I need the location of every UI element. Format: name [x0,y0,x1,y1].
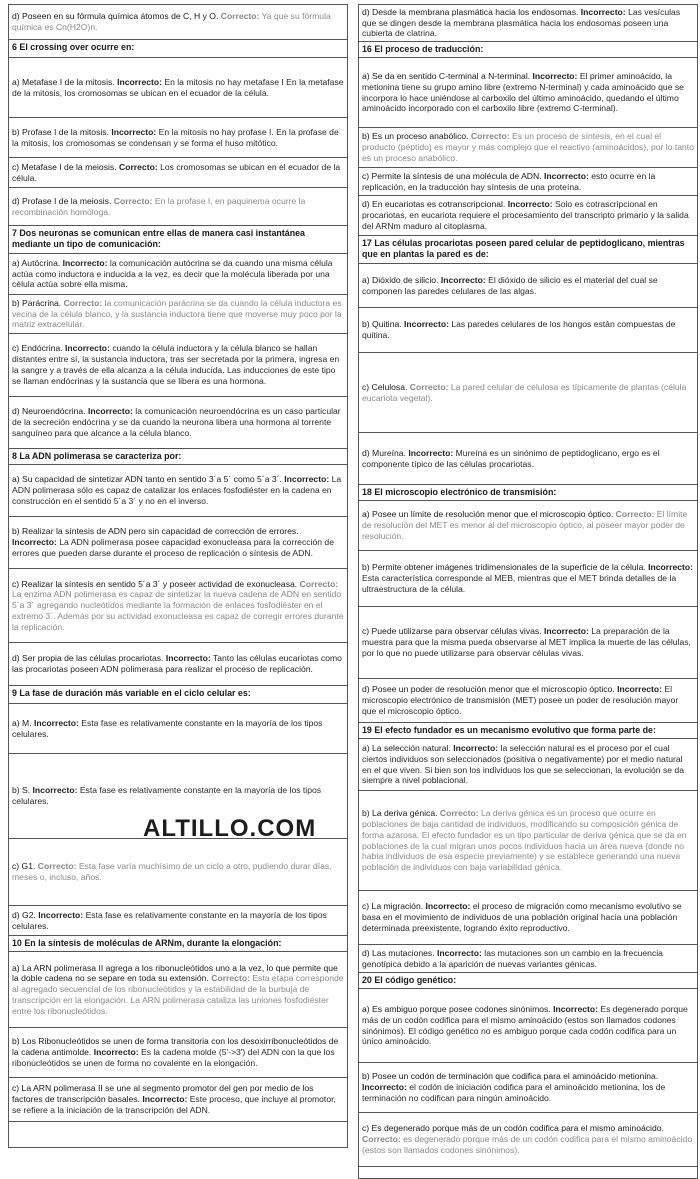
option-explanation: es degenerado porque más de un codón codifica para el mismo aminoácido (estos son llamados codones sinónimos). [362,1134,693,1155]
option-label: c) Celulosa. [362,381,408,392]
verdict-correct: Correcto: [299,578,339,589]
option-label: a) Metafase I de la mitosis. [12,76,115,87]
option-explanation: Tanto las células eucariotas como las procariotas poseen ADN polimerasa para realizar el proceso de replicación. [12,653,342,674]
option-explanation: Mureína es un sinónimo de peptidoglicano, ergo es el componente típico de las células procariotas. [362,447,660,469]
verdict-correct: Correcto: [470,131,510,142]
answer-option [8,334,348,397]
right-column [358,4,698,1179]
option-label: c) Realizar la síntesis en sentido 5´a 3´ y poseer actividad de exonucleasa. [12,578,298,589]
verdict-incorrect: Incorrecto: [507,199,553,210]
option-label: c) Endócrina. [12,343,63,354]
answer-option [8,465,348,517]
answer-option [8,397,348,449]
option-explanation: esto ocurre en la replicación, en la traducción hay síntesis de una proteína. [362,170,656,192]
option-label: c) Es degenerado porque más de un codón codifica para el mismo aminoácido. [362,1123,664,1134]
verdict-incorrect: Incorrecto: [111,126,157,137]
verdict-incorrect: Incorrecto: [362,1082,407,1093]
answer-option [358,945,698,973]
option-label: c) G1. [12,861,36,872]
option-explanation: la comunicación autócrina se da cuando una misma célula actúa como inductora e inducida a la vez, es decir que la molécula liberada por una célula actúa sobre ella misma. [12,257,333,290]
left-column [8,4,348,1148]
verdict-incorrect: Incorrecto: [142,1094,188,1105]
verdict-incorrect: Incorrecto: [544,626,589,637]
answer-option [8,254,348,295]
option-label: d) Mureína. [362,447,406,458]
option-explanation: Esta fase es relativamente constante en la mayoría de los tipos celulares. [12,785,322,806]
answer-option [358,607,698,679]
verdict-correct: Correcto: [211,973,250,984]
answer-option [358,1063,698,1113]
option-label: c) Metafase I de la meiosis. [12,161,117,172]
option-explanation: Este proceso, que incluye al promotor, se refiere a la iniciación de la transcripción del ADN. [12,1094,336,1115]
question-heading [8,449,348,465]
option-explanation: Solo es cotrascripcional en procariotas, en eucariota requiere el procesamiento del transcripto primario y la salida del ARNm maduro al citoplasma. [362,199,689,231]
answer-option [358,791,698,891]
answer-option [8,4,348,40]
answer-option [8,1028,348,1078]
option-label: a) M. [12,717,32,728]
option-explanation: el codón de iniciación codifica para el aminoácido metionina, los de terminación no codifican para ningún aminoácido. [362,1082,666,1103]
option-explanation: En la profase I, en paquinema ocurre la recombinación homóloga. [12,195,306,217]
verdict-correct: Correcto: [439,808,479,819]
answer-option [358,1167,698,1179]
answer-option [8,704,348,754]
option-label: d) Poseen en su fórmula química átomos de C, H y O. [12,11,219,22]
option-explanation: Es un proceso de síntesis, en el cual el producto (péptido) es mayor y más complejo que el reactivo (aminoácidos), por lo tanto es un proceso anabólico. [362,131,694,163]
option-explanation: El microscopio electrónico de transmisión (MET) posee un poder de resolución mayor que el microscopio óptico. [362,684,679,716]
question-heading [358,236,698,264]
answer-option [358,58,698,128]
answer-option [358,1113,698,1167]
option-label: b) Parácrina. [12,297,62,308]
option-explanation: Las vesículas que se dingen desde la membrana plasmática hacia los endosomas poseen una cubierta de clatrina. [362,6,681,39]
option-label: b) Es un proceso anabólico. [362,131,469,142]
verdict-incorrect: Incorrecto: [553,1003,598,1014]
option-label: a) Se da en sentido C-terminal a N-terminal. [362,70,531,81]
option-label: b) Profase I de la mitosis. [12,126,109,137]
answer-option [8,158,348,188]
question-text: 16 El proceso de traducción: [362,44,484,54]
verdict-incorrect: Incorrecto: [62,257,108,268]
option-label: c) La migración. [362,901,424,912]
answer-option [8,517,348,569]
option-explanation: La preparación de la muestra para que la misma pueda observarse al MET implica la muerte de las células, por lo que no puede utilizarse para observar células vivas. [362,626,691,658]
option-label: d) En eucariotas es cotranscripcional. [362,199,506,210]
question-text: 19 El efecto fundador es un mecanismo evolutivo que forma parte de: [362,725,656,735]
verdict-incorrect: Incorrecto: [544,170,589,181]
question-heading [358,42,698,58]
option-label: b) Quitina. [362,319,402,330]
option-explanation: el proceso de migración como mecanismo evolutivo se basa en el movimiento de individuos de una población original hacia una población determinada preexistente, logrando éxito reproductivo. [362,901,682,933]
answer-option [358,308,698,353]
option-label: b) La deriva génica. [362,808,438,819]
question-text: 10 En la síntesis de moléculas de ARNm, durante la elongación: [12,938,282,948]
option-label: c) La ARN polimerasa II se une al segmento promotor del gen por medio de los factores de transcripción basales. [12,1083,314,1105]
verdict-correct: Correcto: [362,1134,401,1145]
answer-option [8,839,348,906]
question-text: 20 El código genético: [362,975,457,985]
option-label: b) Realizar la síntesis de ADN pero sin capacidad de corrección de errores. [12,526,299,537]
option-explanation: El dióxido de silicio es el material del cual se componen las paredes celulares de las algas. [362,274,658,296]
verdict-correct: Correcto: [220,11,260,22]
verdict-incorrect: Incorrecto: [648,562,694,573]
option-label: d) Neuroendócrina. [12,406,86,417]
option-label: b) Los Ribonucleótidos se unen de forma transitoria con los desoxirribonucleótidos de la cadena antimolde. [12,1036,339,1058]
verdict-incorrect: Incorrecto: [404,319,449,330]
verdict-incorrect: Incorrecto: [65,343,110,354]
verdict-incorrect: Incorrecto: [425,901,471,912]
verdict-incorrect: Incorrecto: [117,76,162,87]
question-heading [8,936,348,952]
answer-option [358,739,698,791]
verdict-incorrect: Incorrecto: [38,909,84,920]
option-explanation: En la mitosis no hay metafase I En la metafase de la mitosis, los cromosomas se ubican en el ecuador de la célula. [12,76,344,98]
verdict-incorrect: Incorrecto: [532,70,578,81]
option-explanation: cuando la célula inductora y la célula blanco se hallan distantes entre sí, la sustancia inductora, tras ser secretada por la primera, ingresa en la sangre y a través de ella alcanza a la célula inducida. Las inducciones de este tipo se llaman endócrinas y la sustancia que se libera es una hormona. [12,343,340,386]
answer-option [8,1078,348,1122]
question-text: 18 El microscopio electrónico de transmisión: [362,487,557,497]
option-explanation: Esta fase es relativamente constante en la mayoría de los tipos celulares. [12,717,323,739]
option-explanation: La ADN polimerasa posee capacidad exonucleasa para la corrección de errores que pueden darse durante el proceso de replicación o síntesis de ADN. [12,537,334,558]
answer-option [358,264,698,308]
question-text: 9 La fase de duración más variable en el ciclo celular es: [12,688,251,698]
verdict-correct: Correcto: [409,381,449,392]
option-label: d) Posee un poder de resolución menor que el microscopio óptico. [362,684,615,695]
option-label: c) Puede utilizarse para observar células vivas. [362,626,542,637]
option-label: a) Es ambiguo porque posee codones sinónimos. [362,1003,551,1014]
answer-option [358,433,698,485]
verdict-incorrect: Incorrecto: [617,684,662,695]
option-label: a) Su capacidad de sintetizar ADN tanto en sentido 3´a 5´ como 5´a 3´. [12,474,282,485]
option-label: b) S. [12,785,31,796]
answer-option [8,188,348,226]
verdict-incorrect: Incorrecto: [12,537,57,548]
verdict-incorrect: Incorrecto: [408,447,454,458]
verdict-incorrect: Correcto: [119,161,158,172]
question-heading [8,226,348,254]
option-label: a) Dióxido de silicio. [362,274,439,285]
option-explanation: La deriva génica es un proceso que ocurre en poblaciones de baja cantidad de individuos, modificando su composición génica de forma azarosa. El efecto fundador es un tipo particular de deriva génica que se da en poblaciones de la cual migran unos pocos individuos hacia un área nueva (donde no había individuos de esa especie previamente) y se establece generando una nueva población de individuos con baja variabilidad génica. [362,808,687,873]
option-label: b) Permite obtener imágenes tridimensionales de la superficie de la célula. [362,562,646,573]
verdict-incorrect: Incorrecto: [453,742,499,753]
option-explanation: Los cromosomas se ubican en el ecuador de la célula. [12,161,341,183]
option-explanation: Esta etapa corresponde al agregado secuencial de los ribonucleótidos y la estabilidad de la burbuja de transcripción en la elongación. La ARN polimerasa cataliza las uniones fosfodiéster entre los ribonucleótidos. [12,973,344,1016]
verdict-incorrect: Incorrecto: [93,1047,139,1058]
option-label: a) Posee un límite de resolución menor que el microscopio óptico. [362,509,614,520]
verdict-incorrect: Incorrecto: [284,474,330,485]
verdict-incorrect: Incorrecto: [165,653,211,664]
option-explanation: Es degenerado porque más de un codón codifica para el mismo aminoácido (estos son llamados codones sinónimos). El código genético no es ambiguo porque cada codón codifica para un único aminoácido. [362,1003,688,1047]
answer-option [358,353,698,433]
answer-option [8,58,348,118]
answer-option [8,118,348,158]
verdict-correct: Correcto: [37,861,77,872]
question-text: 17 Las células procariotas poseen pared celular de peptidoglicano, mientras que en plantas la pared es de: [362,238,685,259]
question-heading [358,723,698,739]
question-heading [8,40,348,58]
option-explanation: la selección natural es el proceso por el cual ciertos individuos son seleccionados (positiva o negativamente) por el medio natural en el que viven. Si bien son los individuos los que se seleccionan, la evolución se da siempre a nivel poblacional. [362,742,684,786]
option-label: c) Permite la síntesis de una molécula de ADN. [362,170,542,181]
option-label: d) Ser propia de las células procariotas. [12,653,164,664]
answer-option [358,551,698,607]
answer-option [358,128,698,168]
answer-option [358,196,698,236]
verdict-correct: Correcto: [615,509,655,520]
answer-option [358,168,698,196]
option-explanation: Esta característica corresponde al MEB, mientras que el MET brinda detalles de la ultraestructura de la célula. [362,573,677,594]
option-explanation: El límite de resolución del MET es menor al del microscopio óptico, al poseer mayor poder de resolución. [362,509,688,541]
option-explanation: La pared celular de celulosa es típicamente de plantas (célula eucariota vegetal). [362,381,687,403]
option-explanation: Esta fase es relativamente constante en la mayoría de los tipos celulares. [12,909,327,931]
question-heading [8,686,348,704]
verdict-incorrect: Incorrecto: [33,717,79,728]
option-explanation: El primer aminoácido, la metionina tiene su grupo amino libre (extremo N-terminal) y cada aminoácido que se incorpora lo hace uniéndose al carboxilo del último aminoácido, quedando el último aminoácido incorporado con el carboxilo libre (extremo C-terminal). [362,70,684,114]
verdict-correct: Correcto: [63,297,103,308]
question-heading [358,485,698,501]
option-explanation: la comunicación neuroendócrina es un caso particular de la secreción endócrina y se da cuando la neurona libera una hormona al torrente sanguíneo para que alcance a la célula blanco. [12,406,341,438]
option-label: a) Autócrina. [12,257,61,268]
answer-option [358,501,698,551]
option-explanation: las mutaciones son un cambio en la frecuencia genotípica debido a la aparición de nuevas variantes génicas. [362,947,663,969]
option-label: a) La ARN polimerasa II agrega a los ribonucleótidos uno a la vez, lo que permite que la doble cadena no se separe en toda su extensión. [12,962,338,984]
answer-option [8,643,348,686]
verdict-incorrect: Incorrecto: [32,785,78,796]
option-label: d) Desde la membrana plasmática hacia los endosomas. [362,6,579,17]
answer-option [358,679,698,723]
watermark: ALTILLO.COM [143,815,317,842]
verdict-incorrect: Incorrecto: [440,274,486,285]
verdict-incorrect: Incorrecto: [437,947,482,958]
option-explanation: Ya que su fórmula química es Cn(H2O)n. [12,11,331,32]
option-label: d) G2. [12,909,36,920]
option-explanation: la comunicación parácrina se da cuando la célula inductora es vecina de la célula blanco, y la sustancia inductora tiene que moverse muy poco por la matriz extracelular. [12,297,342,330]
option-explanation: Esta fase varía muchísimo de un ciclo a otro, pudiendo durar días, meses o, incluso, años. [12,861,332,882]
option-label: b) Posee un codón de terminación que codifica para el aminoácido metionina. [362,1071,659,1082]
question-text: 8 La ADN polimerasa se caracteriza por: [12,451,182,461]
answer-option [358,989,698,1063]
verdict-correct: Correcto: [113,195,153,206]
option-label: d) Las mutaciones. [362,947,435,958]
answer-option [8,295,348,334]
option-label: a) La selección natural. [362,742,451,753]
verdict-incorrect: Incorrecto: [87,406,133,417]
option-explanation: Las paredes celulares de los hongos están compuestas de quitina. [362,319,676,340]
answer-option [8,952,348,1028]
verdict-incorrect: Incorrecto: [580,6,626,17]
answer-option [358,4,698,42]
question-heading [358,973,698,989]
option-explanation: La ADN polimerasa sólo es capaz de catalizar los enlaces fosfodiéster en la cadena en construcción en el sentido 5´a 3´ y no en el inverso. [12,474,342,506]
question-text: 6 El crossing over ocurre en: [12,42,135,52]
question-text: 7 Dos neuronas se comunican entre ellas de manera casi instantánea mediante un tipo de comunicación: [12,228,305,249]
option-label: d) Profase I de la meiosis. [12,195,112,206]
answer-option [8,906,348,936]
option-explanation: La enzima ADN polimerasa es capaz de sintetizar la nueva cadena de ADN en sentido 5´a 3´ agregando nucleótidos mediante la formación de enlaces fosfodiéster en el extremo 3´. Además por su actividad exonucleasa es capaz de corregir errores durante la replicación. [12,589,344,632]
option-explanation: En la mitosis no hay profase I. En la profase de la mitosis, los cromosomas se condensan y se forma el huso mitótico. [12,126,339,148]
answer-option [358,891,698,945]
answer-option [8,1122,348,1148]
option-explanation: Es la cadena molde (5'->3') del ADN con la que los ribonucleótidos se unen de forma no covalente en la elongación. [12,1047,335,1068]
answer-option [8,569,348,643]
